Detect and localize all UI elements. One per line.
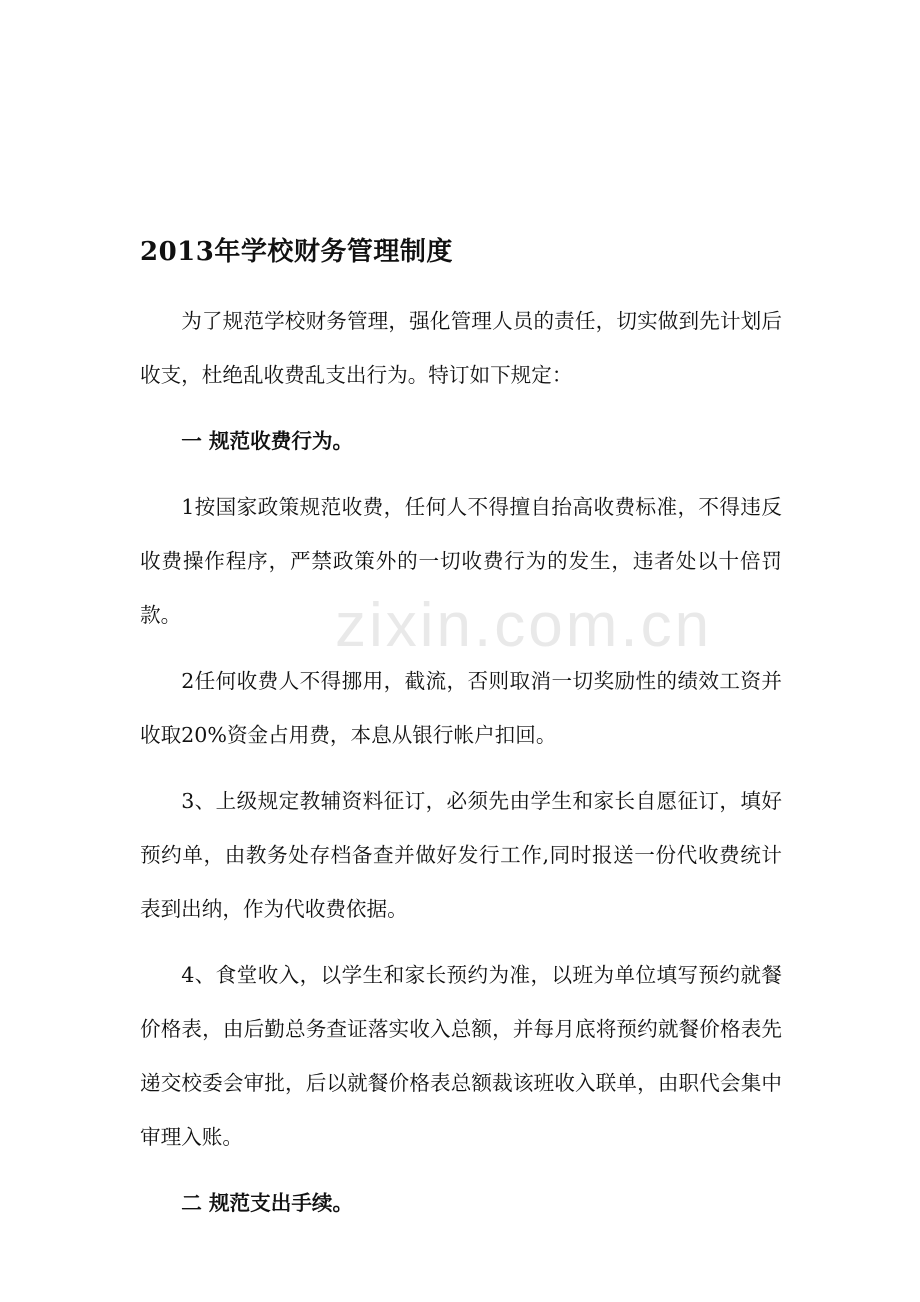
section-1-item-4: 4、食堂收入，以学生和家长预约为准，以班为单位填写预约就餐价格表，由后勤总务查证落实收入总额，并每月底将预约就餐价格表先递交校委会审批，后以就餐价格表总额裁该班收入联单，由职代会集中审理入账。 — [140, 963, 782, 1149]
section-1-item-1: 1按国家政策规范收费，任何人不得擅自抬高收费标准，不得违反收费操作程序，严禁政策外的一切收费行为的发生，违者处以十倍罚款。 — [140, 495, 782, 627]
spacer — [140, 762, 782, 774]
document-body — [140, 228, 782, 1230]
section-2-heading: 二 规范支出手续。 — [181, 1191, 354, 1215]
spacer — [140, 402, 782, 414]
spacer — [140, 1164, 782, 1176]
spacer — [140, 642, 782, 654]
spacer — [140, 468, 782, 480]
intro-paragraph: 为了规范学校财务管理，强化管理人员的责任，切实做到先计划后收支，杜绝乱收费乱支出行为。特订如下规定： — [140, 309, 782, 387]
spacer — [140, 936, 782, 948]
section-1-item-3: 3、上级规定教辅资料征订，必须先由学生和家长自愿征订，填好预约单，由教务处存档备查并做好发行工作,同时报送一份代收费统计表到出纳，作为代收费依据。 — [140, 789, 782, 921]
section-1-heading: 一 规范收费行为。 — [181, 429, 354, 453]
section-1-item-2: 2任何收费人不得挪用，截流，否则取消一切奖励性的绩效工资并收取20%资金占用费，本息从银行帐户扣回。 — [140, 669, 782, 747]
document-title: 2013年学校财务管理制度 — [140, 237, 453, 267]
watermark-text: zixin.com.cn — [335, 591, 713, 660]
